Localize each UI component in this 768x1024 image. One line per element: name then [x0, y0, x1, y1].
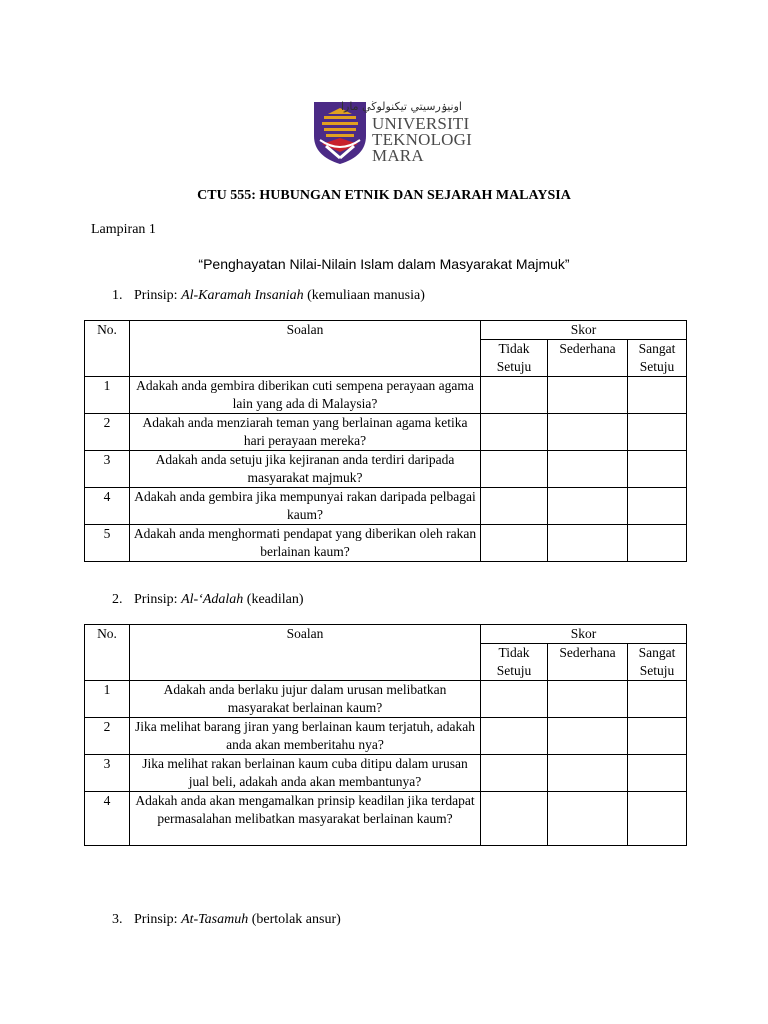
score-tidak-setuju-cell[interactable]: [481, 377, 548, 414]
questionnaire-table-1: [84, 320, 687, 562]
row-number: 3: [85, 451, 130, 488]
questionnaire-table-2: [84, 624, 687, 846]
header-soalan: Soalan: [130, 321, 481, 377]
section-meaning: (keadilan): [246, 592, 304, 607]
section-term: Al-Karamah Insaniah: [181, 288, 304, 303]
header-sederhana: Sederhana: [548, 340, 628, 377]
table-row: [85, 525, 687, 562]
score-sangat-setuju-cell[interactable]: [628, 451, 687, 488]
question-text: Adakah anda menghormati pendapat yang diberikan oleh rakan berlainan kaum?: [130, 525, 481, 562]
header-tidak-setuju: Tidak Setuju: [481, 340, 548, 377]
question-text: Adakah anda menziarah teman yang berlainan agama ketika hari perayaan mereka?: [130, 414, 481, 451]
question-text: Adakah anda berlaku jujur dalam urusan melibatkan masyarakat berlainan kaum?: [130, 681, 481, 718]
row-number: 5: [85, 525, 130, 562]
section-1-heading: [112, 287, 425, 305]
logo-line-1: UNIVERSITI: [372, 114, 470, 133]
score-tidak-setuju-cell[interactable]: [481, 681, 548, 718]
header-no: No.: [85, 625, 130, 681]
header-soalan: Soalan: [130, 625, 481, 681]
table-row: [85, 488, 687, 525]
score-sangat-setuju-cell[interactable]: [628, 525, 687, 562]
question-text: Jika melihat rakan berlainan kaum cuba ditipu dalam urusan jual beli, adakah anda akan membantunya?: [130, 755, 481, 792]
section-3-heading: [112, 911, 341, 929]
score-sederhana-cell[interactable]: [548, 755, 628, 792]
score-tidak-setuju-cell[interactable]: [481, 792, 548, 846]
section-term: Al-‘Adalah: [181, 592, 244, 607]
score-sederhana-cell[interactable]: [548, 488, 628, 525]
header-sederhana: Sederhana: [548, 644, 628, 681]
score-sangat-setuju-cell[interactable]: [628, 681, 687, 718]
table-row: [85, 451, 687, 488]
section-prefix: Prinsip:: [134, 288, 178, 303]
score-sangat-setuju-cell[interactable]: [628, 755, 687, 792]
score-sederhana-cell[interactable]: [548, 414, 628, 451]
section-prefix: Prinsip:: [134, 912, 178, 927]
score-tidak-setuju-cell[interactable]: [481, 451, 548, 488]
row-number: 4: [85, 792, 130, 846]
row-number: 2: [85, 414, 130, 451]
table-row: [85, 718, 687, 755]
section-meaning: (bertolak ansur): [251, 912, 341, 927]
header-sangat-setuju: Sangat Setuju: [628, 340, 687, 377]
row-number: 1: [85, 681, 130, 718]
score-tidak-setuju-cell[interactable]: [481, 488, 548, 525]
score-tidak-setuju-cell[interactable]: [481, 755, 548, 792]
logo-line-2: TEKNOLOGI: [372, 130, 472, 149]
header-no: No.: [85, 321, 130, 377]
score-sederhana-cell[interactable]: [548, 525, 628, 562]
score-sangat-setuju-cell[interactable]: [628, 792, 687, 846]
score-tidak-setuju-cell[interactable]: [481, 718, 548, 755]
score-sederhana-cell[interactable]: [548, 377, 628, 414]
score-sangat-setuju-cell[interactable]: [628, 488, 687, 525]
row-number: 2: [85, 718, 130, 755]
header-tidak-setuju: Tidak Setuju: [481, 644, 548, 681]
section-meaning: (kemuliaan manusia): [307, 288, 425, 303]
row-number: 1: [85, 377, 130, 414]
row-number: 4: [85, 488, 130, 525]
table-row: [85, 792, 687, 846]
score-tidak-setuju-cell[interactable]: [481, 414, 548, 451]
table-row: [85, 681, 687, 718]
header-sangat-setuju: Sangat Setuju: [628, 644, 687, 681]
score-sangat-setuju-cell[interactable]: [628, 718, 687, 755]
section-number: 1.: [112, 288, 123, 303]
section-number: 2.: [112, 592, 123, 607]
logo-wordmark: [372, 114, 472, 165]
table-row: [85, 377, 687, 414]
section-term: At-Tasamuh: [181, 912, 249, 927]
header-skor: Skor: [481, 625, 687, 644]
section-2-heading: [112, 591, 304, 609]
question-text: Adakah anda gembira diberikan cuti sempena perayaan agama lain yang ada di Malaysia?: [130, 377, 481, 414]
logo-jawi-text: اونيۏرسيتي تيكنولوڬي مارا: [340, 100, 462, 113]
question-text: Adakah anda setuju jika kejiranan anda terdiri daripada masyarakat majmuk?: [130, 451, 481, 488]
document-title: CTU 555: HUBUNGAN ETNIK DAN SEJARAH MALAYSIA: [197, 188, 571, 203]
section-number: 3.: [112, 912, 123, 927]
logo-line-3: MARA: [372, 146, 424, 165]
uitm-logo: [312, 100, 472, 166]
header-skor: Skor: [481, 321, 687, 340]
score-sederhana-cell[interactable]: [548, 451, 628, 488]
score-sangat-setuju-cell[interactable]: [628, 377, 687, 414]
score-sangat-setuju-cell[interactable]: [628, 414, 687, 451]
attachment-label: Lampiran 1: [91, 222, 156, 237]
table-row: [85, 755, 687, 792]
score-sederhana-cell[interactable]: [548, 718, 628, 755]
document-subtitle: “Penghayatan Nilai-Nilain Islam dalam Masyarakat Majmuk”: [198, 256, 570, 272]
score-sederhana-cell[interactable]: [548, 792, 628, 846]
question-text: Adakah anda gembira jika mempunyai rakan daripada pelbagai kaum?: [130, 488, 481, 525]
section-prefix: Prinsip:: [134, 592, 178, 607]
score-tidak-setuju-cell[interactable]: [481, 525, 548, 562]
question-text: Adakah anda akan mengamalkan prinsip keadilan jika terdapat permasalahan melibatkan masyarakat berlainan kaum?: [130, 792, 481, 846]
row-number: 3: [85, 755, 130, 792]
question-text: Jika melihat barang jiran yang berlainan kaum terjatuh, adakah anda akan memberitahu nya?: [130, 718, 481, 755]
table-row: [85, 414, 687, 451]
score-sederhana-cell[interactable]: [548, 681, 628, 718]
